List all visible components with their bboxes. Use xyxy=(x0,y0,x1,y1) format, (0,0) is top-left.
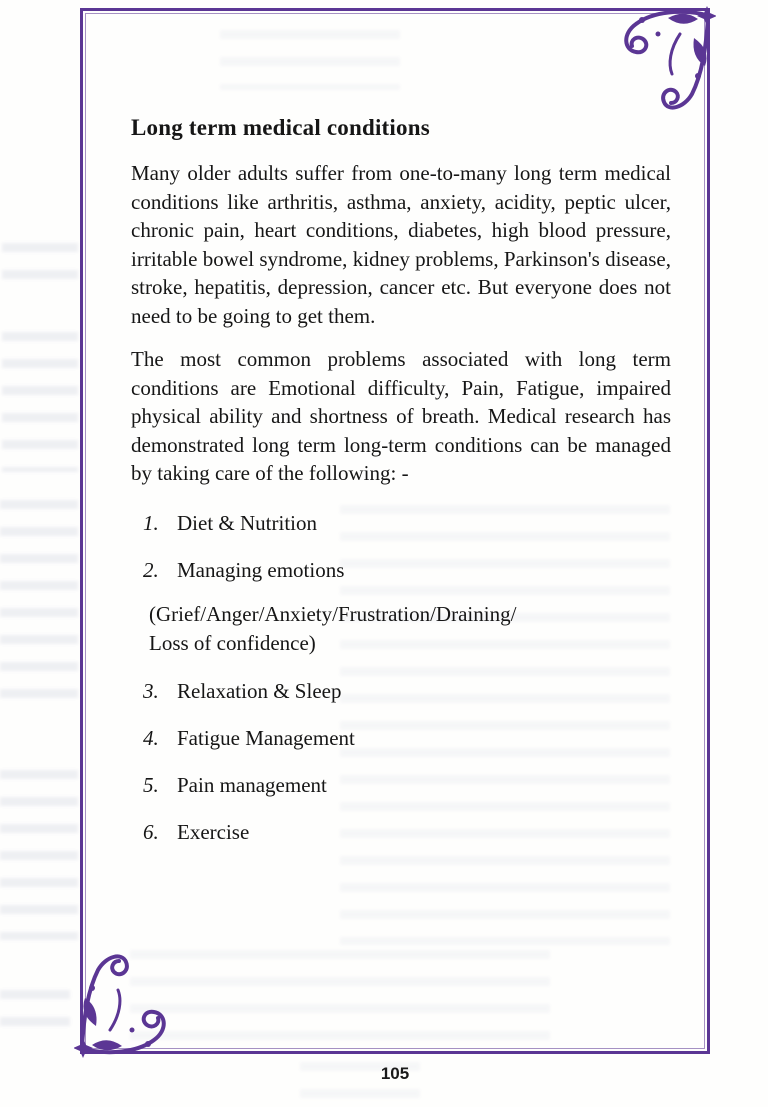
list-item-text: Relaxation & Sleep xyxy=(177,678,342,703)
paragraph: Many older adults suffer from one-to-many long term medical conditions like arthritis, asthma, anxiety, acidity, peptic ulcer, chronic pain, heart conditions, diabetes, high blood pressure, irritable bowel syndrome, kidney problems, Parkinson's disease, stroke, hepatitis, depression, cancer etc. But everyone does not need to be going to get them. xyxy=(131,161,671,328)
bleedthrough-artifact xyxy=(2,332,78,472)
list-item-text: Pain management xyxy=(177,772,327,797)
list-item xyxy=(143,772,671,799)
list-item-text: Diet & Nutrition xyxy=(177,510,317,535)
bleedthrough-artifact xyxy=(0,500,78,700)
list-item xyxy=(143,678,671,705)
list-item xyxy=(143,819,671,846)
list-item xyxy=(143,725,671,752)
bleedthrough-artifact xyxy=(2,243,78,285)
bleedthrough-artifact xyxy=(0,990,70,1040)
list-item xyxy=(143,510,671,537)
bleedthrough-artifact xyxy=(0,770,78,940)
corner-flourish-bottom-left-icon xyxy=(74,939,178,1060)
list-item-text: Exercise xyxy=(177,819,250,844)
list-item-number: 3. xyxy=(143,678,159,703)
corner-flourish-top-right-icon xyxy=(612,4,716,125)
list-item-number: 5. xyxy=(143,772,159,797)
page-number: 105 xyxy=(380,1064,410,1083)
list-item-note xyxy=(149,600,671,658)
page-content xyxy=(131,115,671,866)
list-item-number: 1. xyxy=(143,510,159,535)
list-item-text: Fatigue Management xyxy=(177,725,355,750)
list-item-text: Managing emotions xyxy=(177,557,345,582)
list-item-number: 6. xyxy=(143,819,159,844)
section-heading: Long term medical conditions xyxy=(131,115,430,140)
list-item xyxy=(143,557,671,584)
list-item-number: 2. xyxy=(143,557,159,582)
list-item-number: 4. xyxy=(143,725,159,750)
numbered-list xyxy=(131,510,671,846)
page-border-frame xyxy=(80,8,710,1054)
paragraph: The most common problems associated with long term conditions are Emotional difficulty, Pain, Fatigue, impaired physical ability and shortness of breath. Medical research has demonstrated long term long-term conditions can be managed by taking care of the following: - xyxy=(131,347,671,485)
note-line: Loss of confidence) xyxy=(149,630,316,655)
note-line: (Grief/Anger/Anxiety/Frustration/Draining/ xyxy=(149,601,517,626)
